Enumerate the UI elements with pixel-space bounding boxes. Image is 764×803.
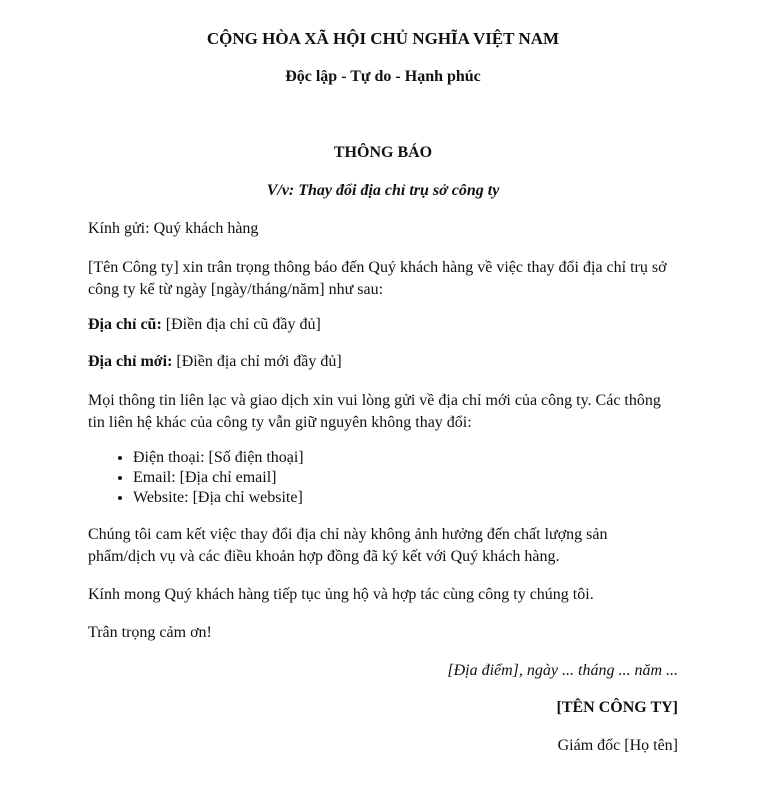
- contact-email: • Email: [Địa chỉ email]: [133, 468, 673, 488]
- signer: Giám đốc [Họ tên]: [557, 737, 678, 754]
- greeting: Kính gửi: Quý khách hàng: [88, 220, 259, 237]
- new-address-value: [Điền địa chỉ mới đầy đủ]: [172, 353, 342, 370]
- notice-subject: V/v: Thay đổi địa chỉ trụ sở công ty: [266, 182, 500, 199]
- request-paragraph: Kính mong Quý khách hàng tiếp tục ủng hộ và hợp tác cùng công ty chúng tôi.: [88, 586, 594, 603]
- company-name: [TÊN CÔNG TY]: [556, 699, 678, 716]
- old-address-label: Địa chỉ cũ:: [88, 316, 162, 333]
- new-address: [88, 352, 678, 372]
- motto: Độc lập - Tự do - Hạnh phúc: [285, 68, 481, 85]
- national-title: CỘNG HÒA XÃ HỘI CHỦ NGHĨA VIỆT NAM: [206, 29, 560, 48]
- thanks-line: Trân trọng cảm ơn!: [88, 624, 212, 641]
- commitment-paragraph: Chúng tôi cam kết việc thay đổi địa chỉ này không ảnh hưởng đến chất lượng sản phẩm/dịch vụ và các điều khoản hợp đồng đã ký kết với Quý khách hàng.: [88, 526, 608, 565]
- contact-intro-paragraph: Mọi thông tin liên lạc và giao dịch xin vui lòng gửi về địa chỉ mới của công ty. Các thông tin liên hệ khác của công ty vẫn giữ nguyên không thay đổi:: [88, 392, 661, 431]
- old-address: [88, 315, 678, 335]
- place-date: [Địa điểm], ngày ... tháng ... năm ...: [447, 662, 678, 679]
- contact-phone: • Điện thoại: [Số điện thoại]: [133, 448, 673, 468]
- notice-title: THÔNG BÁO: [333, 144, 433, 161]
- contact-list: [88, 448, 673, 508]
- new-address-label: Địa chỉ mới:: [88, 353, 173, 370]
- old-address-value: [Điền địa chỉ cũ đầy đủ]: [161, 316, 321, 333]
- intro-paragraph: [Tên Công ty] xin trân trọng thông báo đến Quý khách hàng về việc thay đổi địa chỉ trụ sở công ty kể từ ngày [ngày/tháng/năm] như sau:: [88, 259, 667, 298]
- contact-website: • Website: [Địa chỉ website]: [133, 488, 673, 508]
